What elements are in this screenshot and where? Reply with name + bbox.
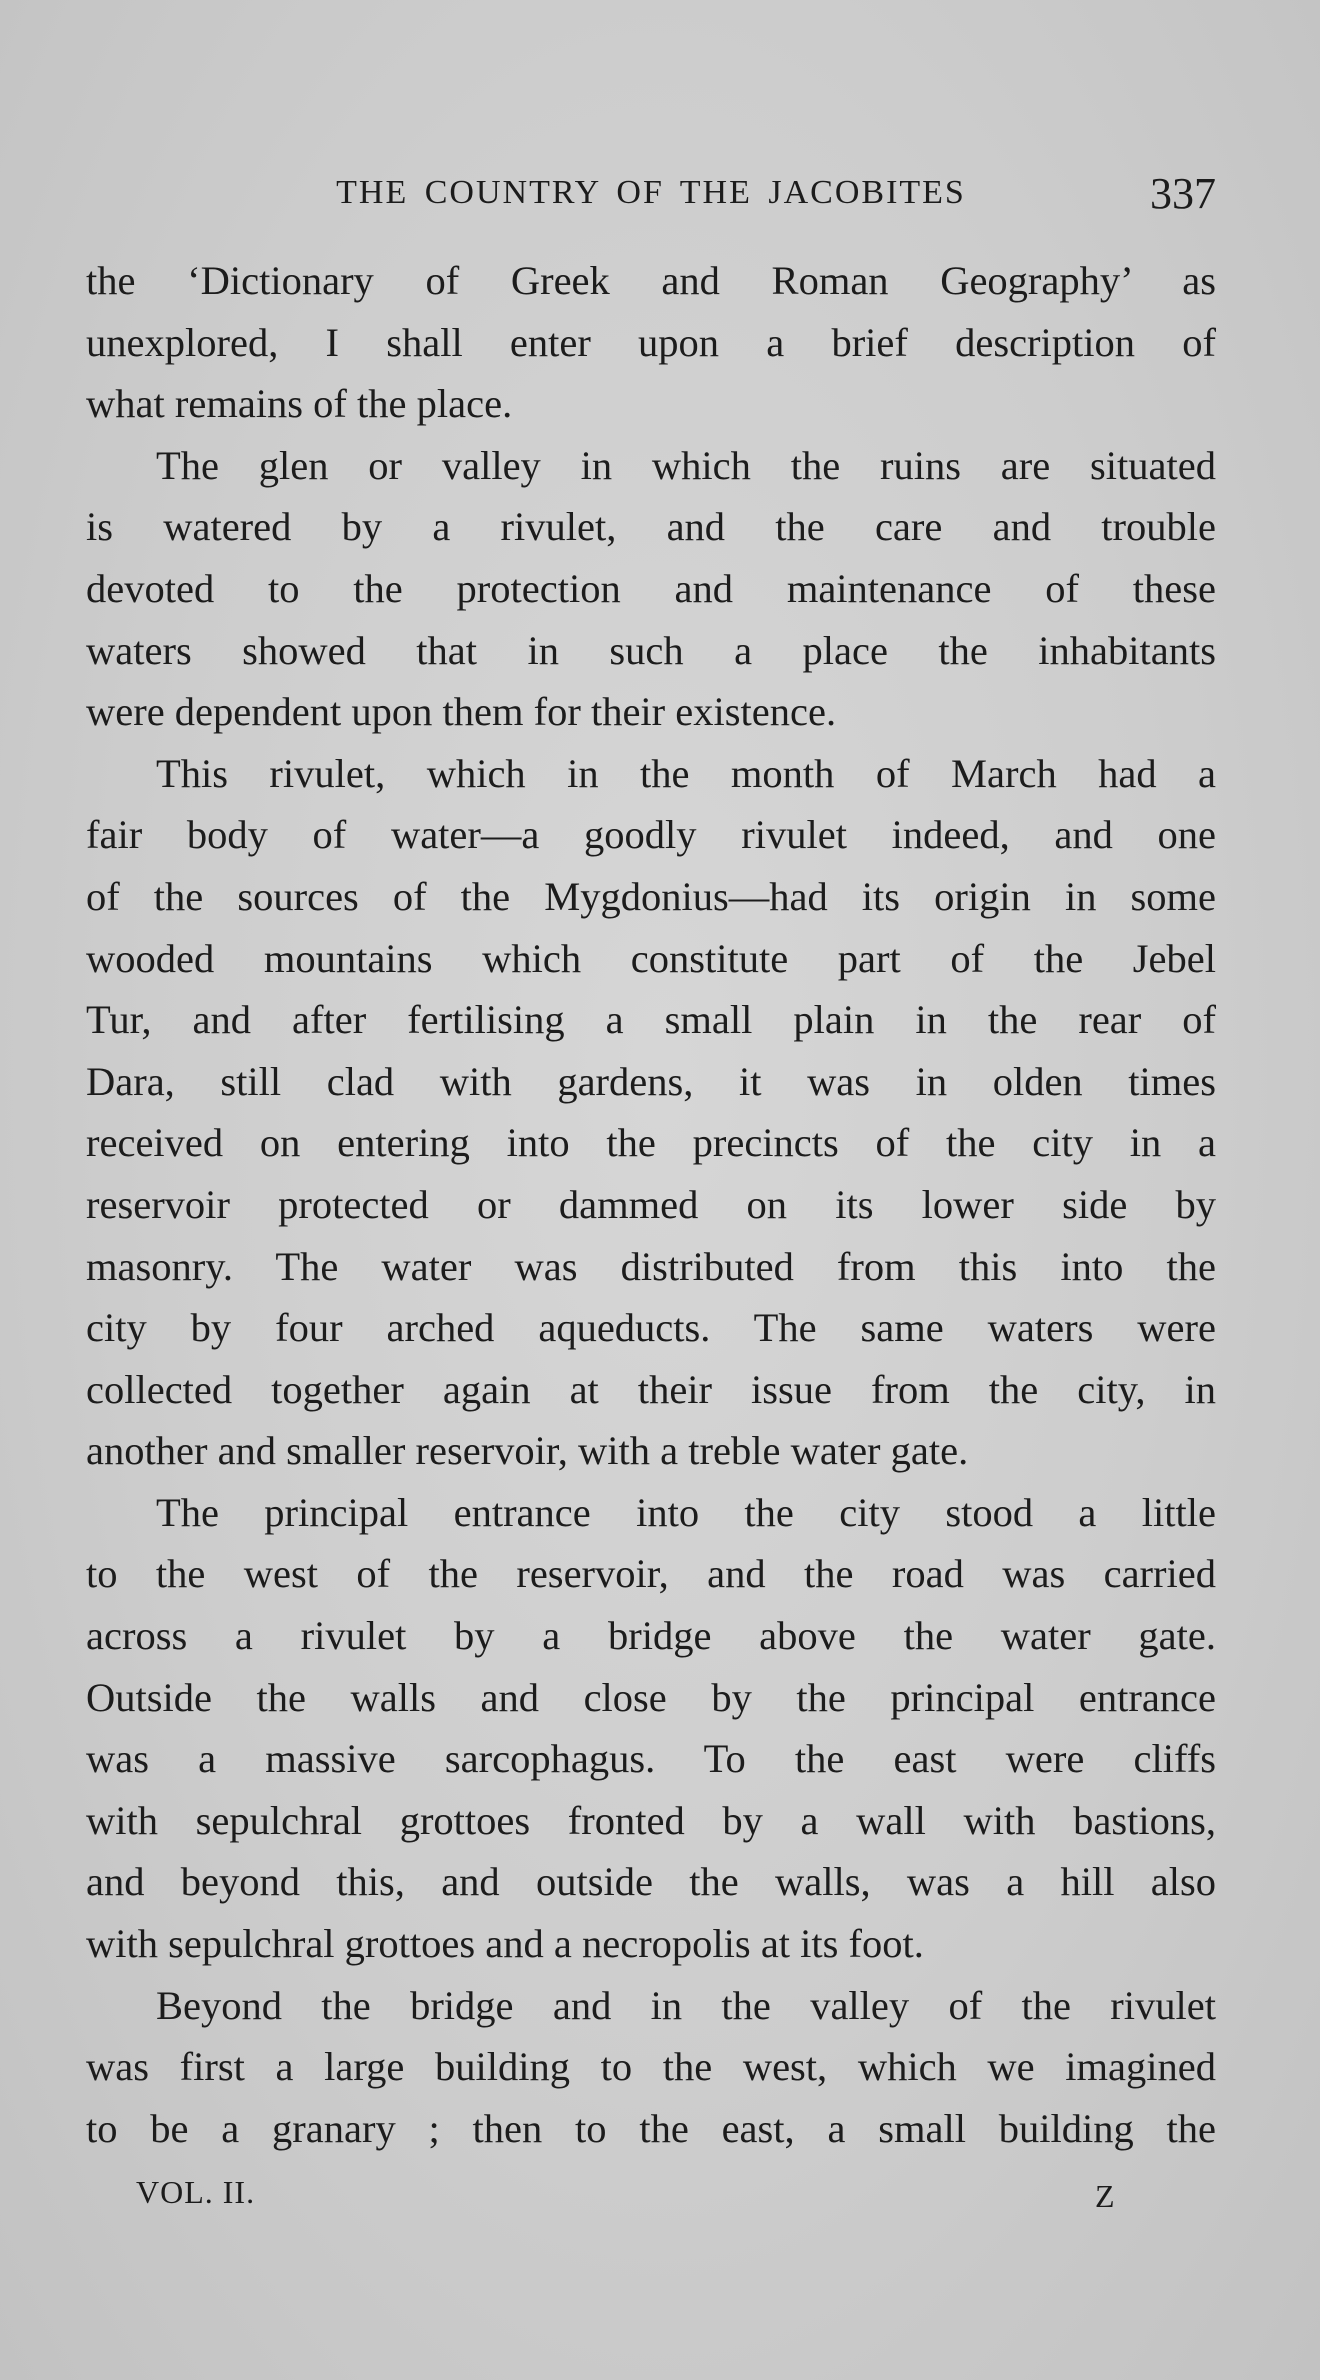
- text-line: is watered by a rivulet, and the care and trouble: [86, 504, 1216, 550]
- text-line: Dara, still clad with gardens, it was in olden times: [86, 1058, 1216, 1104]
- volume-signature: VOL. II.: [136, 2174, 256, 2210]
- text-line: to be a granary ; then to the east, a small building the: [86, 2105, 1216, 2151]
- text-line: unexplored, I shall enter upon a brief description of: [86, 319, 1216, 365]
- body-text: [86, 250, 1216, 2159]
- text-line: city by four arched aqueducts. The same waters were: [86, 1305, 1216, 1351]
- running-header: [86, 168, 1216, 228]
- text-line: collected together again at their issue from the city, in: [86, 1366, 1216, 1412]
- text-line: across a rivulet by a bridge above the water gate.: [86, 1613, 1216, 1659]
- page-number: 337: [1150, 169, 1216, 218]
- text-line: received on entering into the precincts of the city in a: [86, 1120, 1216, 1166]
- text-line: The glen or valley in which the ruins are situated: [156, 442, 1216, 488]
- text-line: wooded mountains which constitute part of the Jebel: [86, 935, 1216, 981]
- text-line: was first a large building to the west, which we imagined: [86, 2044, 1216, 2090]
- text-line: with sepulchral grottoes and a necropolis at its foot.: [86, 1921, 924, 1967]
- text-line: reservoir protected or dammed on its lower side by: [86, 1181, 1216, 1227]
- text-line: another and smaller reservoir, with a treble water gate.: [86, 1428, 969, 1474]
- text-line: the ‘Dictionary of Greek and Roman Geography’ as: [86, 258, 1216, 303]
- text-line: to the west of the reservoir, and the road was carried: [86, 1551, 1216, 1597]
- text-line: Tur, and after fertilising a small plain in the rear of: [86, 997, 1216, 1043]
- text-line: were dependent upon them for their existence.: [86, 689, 837, 735]
- text-line: of the sources of the Mygdonius—had its origin in some: [86, 873, 1216, 919]
- text-line: was a massive sarcophagus. To the east were cliffs: [86, 1736, 1216, 1782]
- signature-mark: Z: [1095, 2178, 1115, 2214]
- running-title: THE COUNTRY OF THE JACOBITES: [336, 174, 966, 211]
- text-line: The principal entrance into the city stood a little: [156, 1489, 1216, 1535]
- text-line: devoted to the protection and maintenance of these: [86, 565, 1216, 611]
- text-line: Beyond the bridge and in the valley of the rivulet: [156, 1982, 1216, 2028]
- text-line: masonry. The water was distributed from this into the: [86, 1243, 1216, 1289]
- text-line: with sepulchral grottoes fronted by a wall with bastions,: [86, 1797, 1216, 1843]
- text-line: Outside the walls and close by the principal entrance: [86, 1674, 1216, 1720]
- text-line: waters showed that in such a place the inhabitants: [86, 627, 1216, 673]
- text-line: what remains of the place.: [86, 381, 513, 427]
- text-line: fair body of water—a goodly rivulet indeed, and one: [86, 812, 1216, 858]
- text-line: This rivulet, which in the month of March had a: [156, 750, 1216, 796]
- text-line: and beyond this, and outside the walls, was a hill also: [86, 1859, 1216, 1905]
